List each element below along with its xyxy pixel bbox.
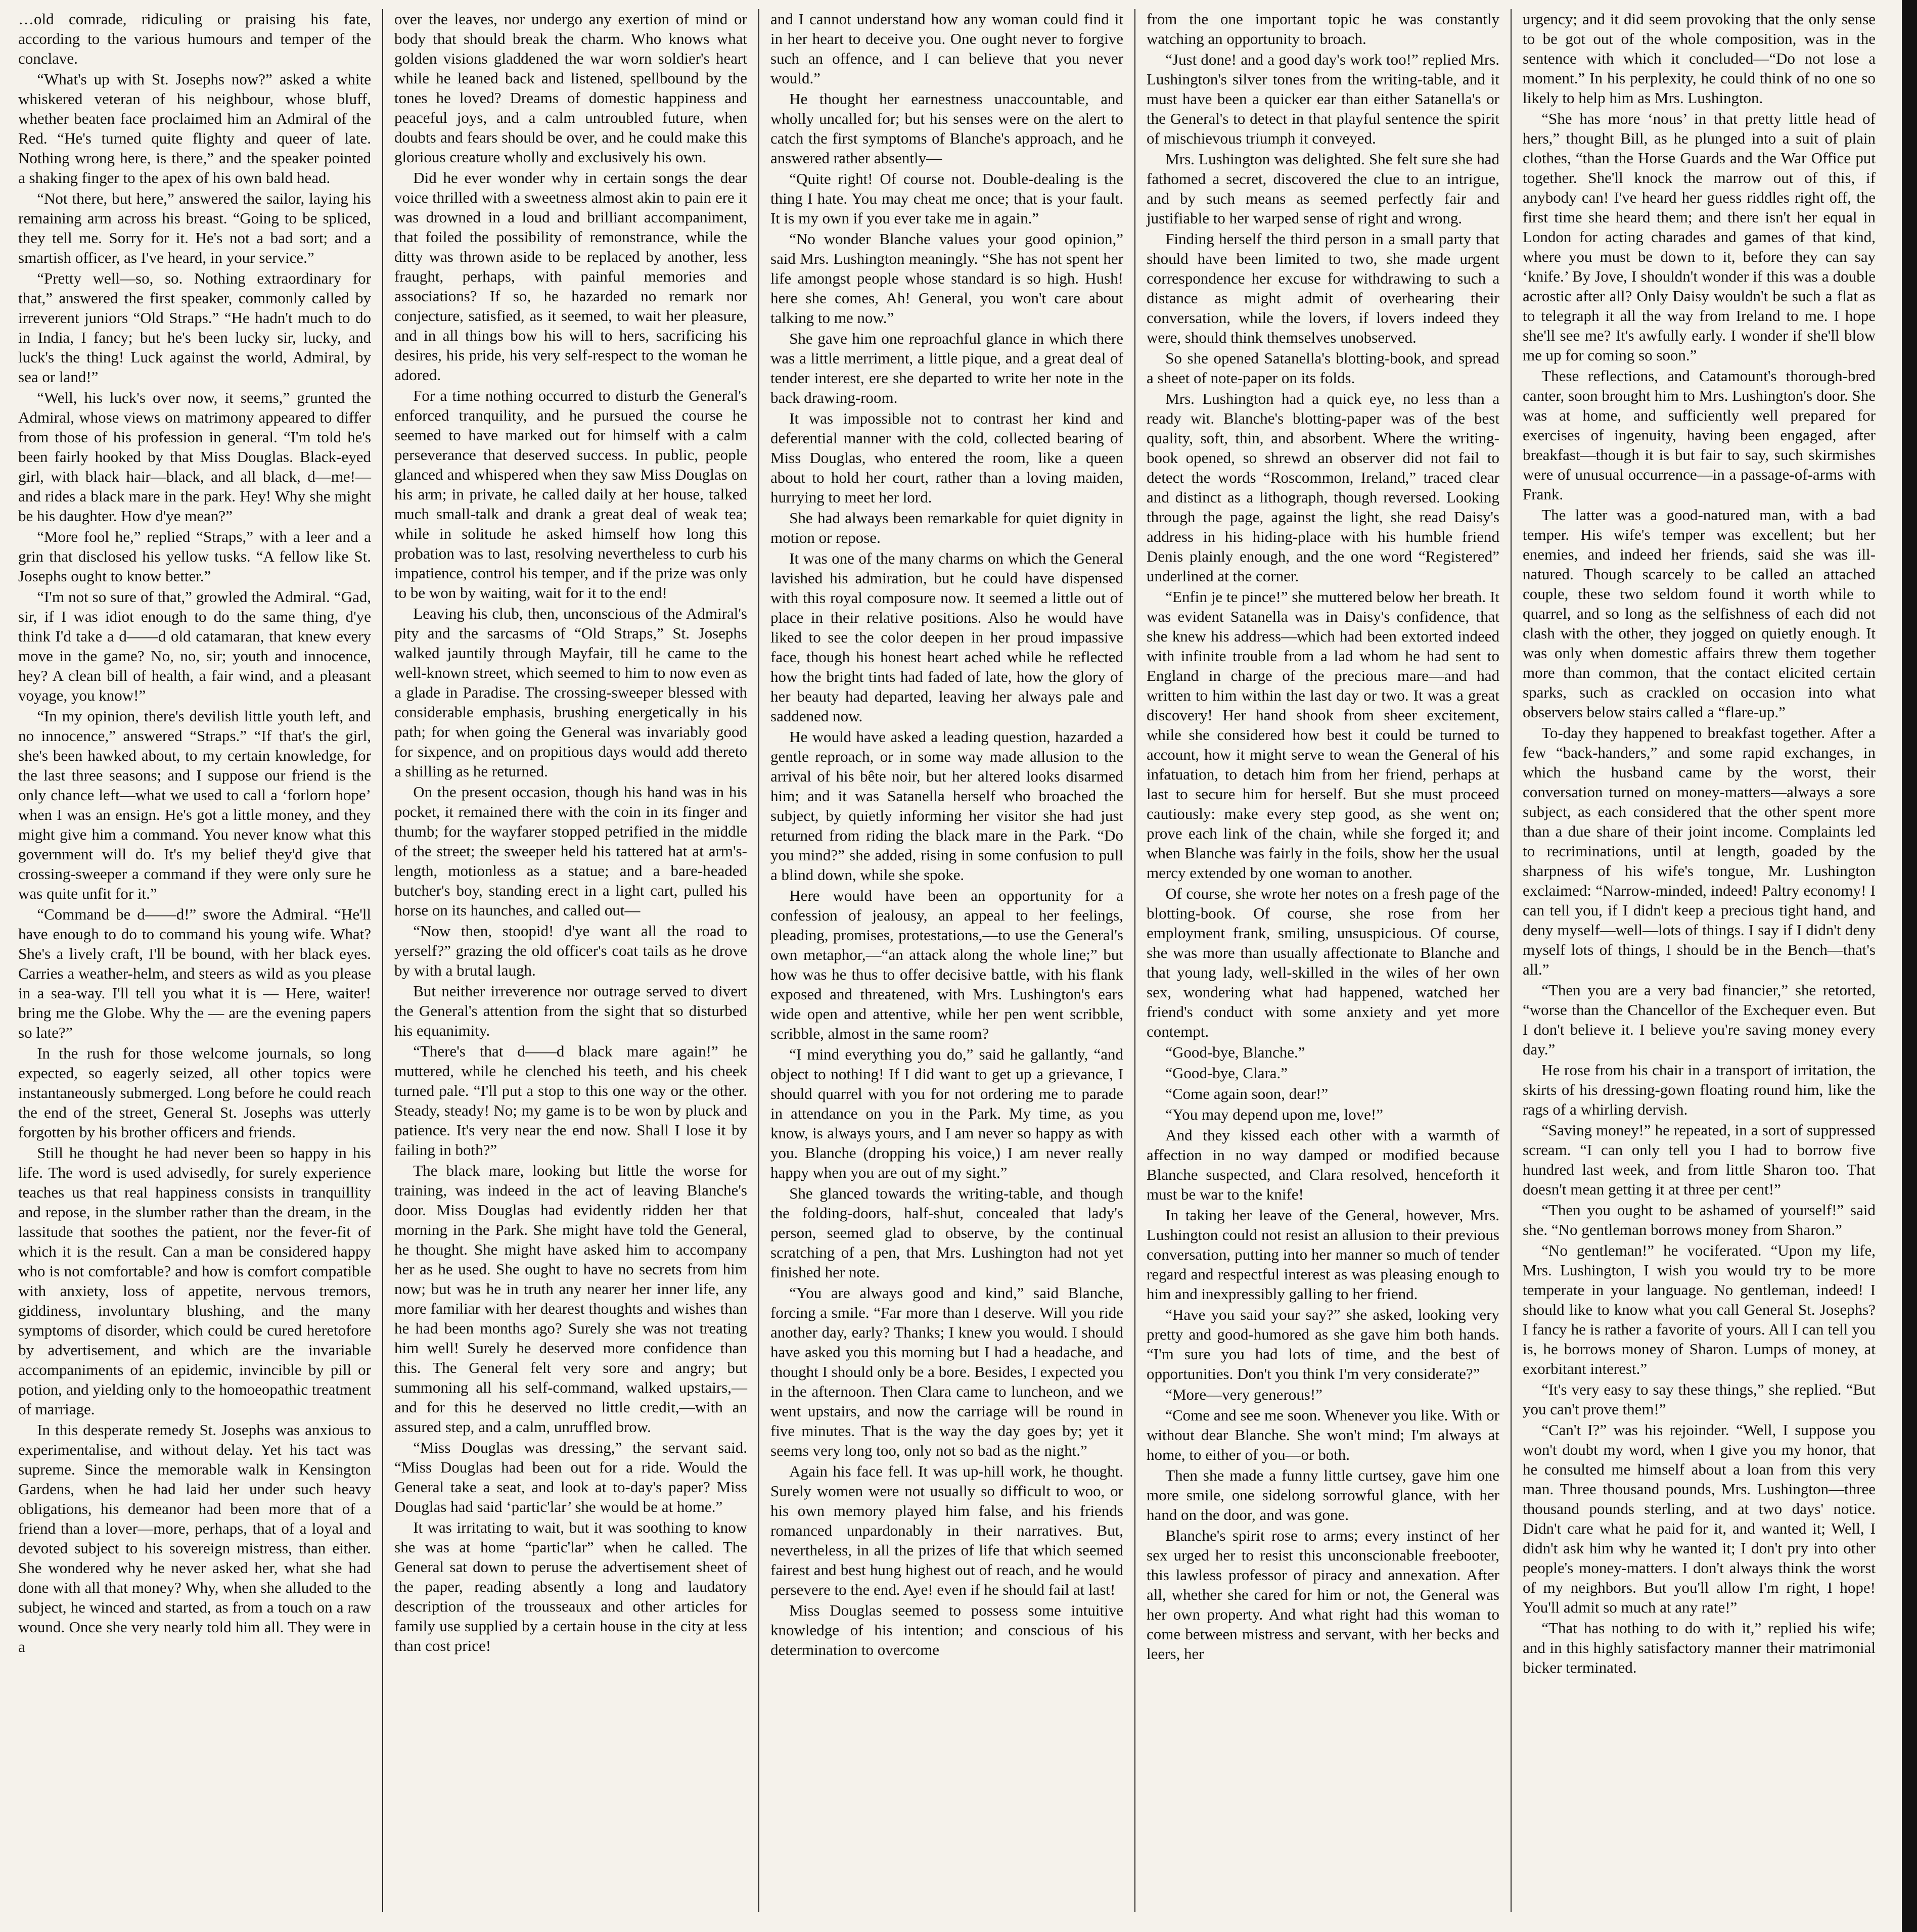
paragraph: Still he thought he had never been so happy in his life. The word is used advisedly, for surely experience teaches us that real happiness consists in tranquillity and repose, in the slumber rather than the dream, in the lassitude that soothes the patient, nor the fever-fit of which it is the result. Can a man be considered happy who is not comfortable? and how is comfort compatible with anxiety, loss of appetite, nervous tremors, giddiness, involuntary blushing, and the many symptoms of disorder, which could be cured heretofore by advertisement, and which are the invariable accompaniments of an epidemic, invincible by pill or potion, and yielding only to the homoeopathic treatment of marriage.: [18, 1144, 371, 1418]
paragraph: “Then you are a very bad financier,” she retorted, “worse than the Chancellor of the Exchequer even. But I don't believe it. I believe you're saving money every day.”: [1523, 981, 1876, 1058]
column-3: [759, 9, 1135, 1912]
paragraph: “No gentleman!” he vociferated. “Upon my life, Mrs. Lushington, I wish you would try to be more temperate in your language. No gentleman, indeed! I should like to know what you call General St. Josephs? I fancy he is rather a favorite of yours. All I can tell you is, he borrows money of Sharon. Lumps of money, at exorbitant interest.”: [1523, 1241, 1876, 1377]
paragraph: Mrs. Lushington had a quick eye, no less than a ready wit. Blanche's blotting-paper was of the best quality, soft, thin, and absorbent. Where the writing-book opened, so shrewd an observer did not fail to detect the words “Roscommon, Ireland,” traced clear and distinct as a lithograph, though reversed. Looking through the page, against the light, she read Daisy's address in his hiding-place with his humble friend Denis plainly enough, and the one word “Registered” underlined at the corner.: [1147, 390, 1499, 585]
paragraph: “In my opinion, there's devilish little youth left, and no innocence,” answered “Straps.” “If that's the girl, she's been hawked about, to my certain knowledge, for the last three seasons; and I suppose our friend is the only chance left—what we used to call a ‘forlorn hope’ when I was an ensign. He's got a little money, and they might give him a command. You never know what this government will do. It's my belief they'd give that crossing-sweeper a command if they were only sure he was quite unfit for it.”: [18, 707, 371, 902]
paragraph: The latter was a good-natured man, with a bad temper. His wife's temper was excellent; but her enemies, and indeed her friends, said she was ill-natured. Though scarcely to be called an attached couple, these two seldom found it worth while to quarrel, and so long as the selfishness of each did not clash with the other, they jogged on quietly enough. It was only when domestic affairs threw them together more than common, that the contact elicited certain sparks, such as crackled on occasion into what observers below stairs called a “flare-up.”: [1523, 506, 1876, 721]
paragraph: “You may depend upon me, love!”: [1165, 1106, 1383, 1123]
paragraph: She glanced towards the writing-table, and though the folding-doors, half-shut, concealed that lady's person, seemed glad to observe, by the continual scratching of a pen, that Mrs. Lushington had not yet finished her note.: [770, 1184, 1123, 1281]
paragraph: She gave him one reproachful glance in which there was a little merriment, a little pique, and a great deal of tender interest, ere she departed to write her note in the back drawing-room.: [770, 330, 1123, 406]
paragraph: “Can't I?” was his rejoinder. “Well, I suppose you won't doubt my word, when I give you my honor, that he consulted me himself about a loan from this very man. Three thousand pounds, Mrs. Lushington—three thousand pounds sterling, and at two days' notice. Didn't care what he paid for it, and wanted it; Well, I didn't ask him why he wanted it; I don't pry into other people's money-matters. I don't always think the worst of my neighbors. But you'll allow I'm right, I hope! You'll admit so much at any rate!”: [1523, 1421, 1876, 1616]
paragraph: Leaving his club, then, unconscious of the Admiral's pity and the sarcasms of “Old Straps,” St. Josephs walked jauntily through Mayfair, till he came to the well-known street, which seemed to him to now even as a glade in Paradise. The crossing-sweeper blessed with considerable emphasis, brushing energetically in his path; for when going the General was invariably good for sixpence, and on propitious days would add thereto a shilling as he returned.: [394, 605, 747, 780]
paragraph: These reflections, and Catamount's thorough-bred canter, soon brought him to Mrs. Lushington's door. She was at home, and sufficiently well prepared for exercises of ingenuity, having been engaged, after breakfast—though it is but fair to say, such skirmishes were of unusual occurrence—in a passage-of-arms with Frank.: [1523, 367, 1876, 503]
paragraph: She had always been remarkable for quiet dignity in motion or repose.: [770, 509, 1123, 546]
paragraph: Blanche's spirit rose to arms; every instinct of her sex urged her to resist this unconscionable freebooter, this lawless professor of piracy and annexation. After all, whether she cared for him or not, the General was her own property. And what right had this woman to come between mistress and servant, with her becks and leers, her: [1147, 1527, 1499, 1663]
paragraph: It was impossible not to contrast her kind and deferential manner with the cold, collected bearing of Miss Douglas, who entered the room, like a queen about to hold her court, rather than a loving maiden, hurrying to meet her lord.: [770, 409, 1123, 506]
paragraph: But neither irreverence nor outrage served to divert the General's attention from the sight that so disturbed his equanimity.: [394, 982, 747, 1039]
column-5: [1512, 9, 1887, 1912]
paragraph: To-day they happened to breakfast together. After a few “back-handers,” and some rapid exchanges, in which the husband came by the worst, their conversation turned on money-matters—always a sore subject, as each considered that the other spent more than a due share of their joint income. Complaints led to recriminations, until at length, goaded by the sharpness of his wife's tongue, Mr. Lushington exclaimed: “Narrow-minded, indeed! Paltry economy! I can tell you, if I didn't keep a precious tight hand, and deny myself—well—lots of things. I say if I didn't deny myself lots of things, I should be in the Bench—that's all.”: [1523, 724, 1876, 978]
paragraph: He would have asked a leading question, hazarded a gentle reproach, or in some way made allusion to the arrival of his bête noir, but her altered looks disarmed him; and it was Satanella herself who broached the subject, by quietly informing her visitor she had just returned from riding the black mare in the Park. “Do you mind?” she added, rising in some confusion to pull a blind down, while she spoke.: [770, 728, 1123, 884]
paragraph: And they kissed each other with a warmth of affection in no way damped or modified because Blanche suspected, and Clara resolved, henceforth it must be war to the knife!: [1147, 1126, 1499, 1203]
paragraph: “Saving money!” he repeated, in a sort of suppressed scream. “I can only tell you I had to borrow five hundred last week, and from little Sharon too. That doesn't mean getting it at three per cent!”: [1523, 1121, 1876, 1198]
paragraph: “Miss Douglas was dressing,” the servant said. “Miss Douglas had been out for a ride. Would the General take a seat, and look at to-day's paper? Miss Douglas had said ‘partic'lar’ she would be at home.”: [394, 1439, 747, 1515]
column-2: [383, 9, 759, 1912]
paragraph: “There's that d——d black mare again!” he muttered, while he clenched his teeth, and his cheek turned pale. “I'll put a stop to this one way or the other. Steady, steady! No; my game is to be won by pluck and patience. It's very near the end now. Shall I lose it by failing in both?”: [394, 1042, 747, 1159]
paragraph: “More fool he,” replied “Straps,” with a leer and a grin that disclosed his yellow tusks. “A fellow like St. Josephs ought to know better.”: [18, 528, 371, 585]
paragraph: “Not there, but here,” answered the sailor, laying his remaining arm across his breast. “Going to be spliced, they tell me. Sorry for it. He's not a bad sort; and a smartish officer, as I've heard, in your service.”: [18, 190, 371, 266]
paragraph: “No wonder Blanche values your good opinion,” said Mrs. Lushington meaningly. “She has not spent her life amongst people whose standard is so high. Hush! here she comes, Ah! General, you won't care about talking to me now.”: [770, 230, 1123, 327]
paragraph: He thought her earnestness unaccountable, and wholly uncalled for; but his senses were on the alert to catch the first symptoms of Blanche's approach, and he answered rather absently—: [770, 90, 1123, 167]
paragraph: “She has more ‘nous’ in that pretty little head of hers,” thought Bill, as he plunged into a suit of plain clothes, “than the Horse Guards and the War Office put together. She'll knock the marrow out of this, if anybody can! I've heard her guess riddles right off, the first time she heard them; and there isn't her equal in London for acting charades and games of that kind, where you must be down to it, before they can say ‘knife.’ By Jove, I shouldn't wonder if this was a double acrostic after all? Only Daisy wouldn't be such a flat as to telegraph it all the way from Ireland to me. I hope she'll see me? It's awfully early. I wonder if she'll blow me up for coming so soon.”: [1523, 110, 1876, 364]
paragraph: On the present occasion, though his hand was in his pocket, it remained there with the coin in its finger and thumb; for the wayfarer stopped petrified in the middle of the street; the sweeper held his tattered hat at arm's-length, motionless as a statue; and a bare-headed butcher's boy, standing erect in a light cart, pulled his horse on its haunches, and called out—: [394, 783, 747, 919]
paragraph: In this desperate remedy St. Josephs was anxious to experimentalise, and without delay. Yet his tact was supreme. Since the memorable walk in Kensington Gardens, when he had laid her under such heavy obligations, his demeanor had been more that of a friend than a lover—more, perhaps, that of a loyal and devoted subject to his sovereign mistress, than either. She wondered why he never asked her, what she had done with all that money? Why, when she alluded to the subject, he winced and started, as from a touch on a raw wound. Once she very nearly told him all. They were in a: [18, 1421, 371, 1655]
paragraph: “Good-bye, Clara.”: [1165, 1064, 1288, 1082]
column-4: [1135, 9, 1512, 1912]
paragraph: and I cannot understand how any woman could find it in her heart to deceive you. One ought never to forgive such an offence, and I can believe that you never would.”: [770, 10, 1123, 87]
paragraph: It was one of the many charms on which the General lavished his admiration, but he could have dispensed with this royal composure now. It seemed a little out of place in their relative positions. Also he would have liked to see the color deepen in her proud impassive face, though his honest heart ached while he reflected how the bright tints had faded of late, how the glory of her beauty had departed, leaving her always pale and saddened now.: [770, 549, 1123, 725]
paragraph: “Well, his luck's over now, it seems,” grunted the Admiral, whose views on matrimony appeared to differ from those of his profession in general. “I'm told he's been fairly hooked by that Miss Douglas. Black-eyed girl, with black hair—black, and all black, d—me!—and rides a black mare in the park. Hey! Why she might be his daughter. How d'ye mean?”: [18, 389, 371, 525]
paragraph: “Command be d——d!” swore the Admiral. “He'll have enough to do to command his young wife. What? She's a lively craft, I'll be bound, with her black eyes. Carries a weather-helm, and steers as wild as you please in a sea-way. I'll tell you what it is — Here, waiter! bring me the Globe. Why the — are the evening papers so late?”: [18, 905, 371, 1041]
paragraph: Mrs. Lushington was delighted. She felt sure she had fathomed a secret, discovered the clue to an intrigue, and by such means as seemed perfectly fair and justifiable to her warped sense of right and wrong.: [1147, 150, 1499, 227]
paragraph: In the rush for those welcome journals, so long expected, so eagerly seized, all other topics were instantaneously submerged. Long before he could reach the end of the street, General St. Josephs was utterly forgotten by his brother officers and friends.: [18, 1044, 371, 1141]
paragraph: For a time nothing occurred to disturb the General's enforced tranquility, and he pursued the course he seemed to have marked out for himself with a calm perseverance that deserved success. In public, people glanced and whispered when they saw Miss Douglas on his arm; in private, he called daily at her house, talked much small-talk and drank a great deal of weak tea; while in solitude he asked himself how long this probation was to last, resolving nevertheless to curb his impatience, control his temper, and if the prize was only to be won by waiting, wait for it to the end!: [394, 387, 747, 602]
paragraph: Did he ever wonder why in certain songs the dear voice thrilled with a sweetness almost akin to pain ere it was drowned in a loud and brilliant accompaniment, that foiled the possibility of remonstrance, while the ditty was thrown aside to be replaced by another, less fraught, perhaps, with painful memories and associations? If so, he hazarded no remark nor conjecture, satisfied, as it seemed, to wait her pleasure, and in all things bow his will to hers, sacrificing his desires, his pride, his very self-respect to the woman he adored.: [394, 169, 747, 384]
paragraph: …old comrade, ridiculing or praising his fate, according to the various humours and temper of the conclave.: [18, 10, 371, 67]
paragraph: “What's up with St. Josephs now?” asked a white whiskered veteran of his neighbour, whose bluff, whether beaten face proclaimed him an Admiral of the Red. “He's turned quite flighty and queer of late. Nothing wrong here, is there,” and the speaker pointed a shaking finger to the apex of his own bald head.: [18, 70, 371, 187]
paragraph: Miss Douglas seemed to possess some intuitive knowledge of his intention; and conscious of his determination to overcome: [770, 1601, 1123, 1659]
column-container: [7, 9, 1887, 1912]
paragraph: Then she made a funny little curtsey, gave him one more smile, one sidelong sorrowful glance, with her hand on the door, and was gone.: [1147, 1466, 1499, 1524]
paragraph: Finding herself the third person in a small party that should have been limited to two, she made urgent correspondence her excuse for withdrawing to such a distance as might admit of overhearing their conversation, while the lovers, if lovers indeed they were, should think themselves unobserved.: [1147, 230, 1499, 346]
paragraph: “I mind everything you do,” said he gallantly, “and object to nothing! If I did want to get up a grievance, I should quarrel with you for not ordering me to parade in attendance on you in the Park. My time, as you know, is always yours, and I am never so happy as with you. Blanche (dropping his voice,) I am never really happy when you are out of my sight.”: [770, 1045, 1123, 1181]
paragraph: “Just done! and a good day's work too!” replied Mrs. Lushington's silver tones from the writing-table, and it must have been a quicker ear than either Satanella's or the General's to detect in that playful sentence the spirit of mischievous triumph it conveyed.: [1147, 51, 1499, 147]
paragraph: In taking her leave of the General, however, Mrs. Lushington could not resist an allusion to their previous conversation, putting into her manner so much of tender regard and respectful interest as was pleasing enough to him and inexpressibly galling to her friend.: [1147, 1206, 1499, 1303]
paragraph: The black mare, looking but little the worse for training, was indeed in the act of leaving Blanche's door. Miss Douglas had evidently ridden her that morning in the Park. She might have told the General, he thought. She might have asked him to accompany her as he used. She ought to have no secrets from him now; but was he in truth any nearer her inner life, any more familiar with her dearest thoughts and wishes than he had been months ago? Surely she was not treating him well! Surely he deserved more confidence than this. The General felt very sore and angry; but summoning all his self-command, walked upstairs,—and for this he deserved no little credit,—with an assured step, and a calm, unruffled brow.: [394, 1162, 747, 1436]
paragraph: “Good-bye, Blanche.”: [1165, 1043, 1305, 1061]
paragraph: It was irritating to wait, but it was soothing to know she was at home “partic'lar” when he called. The General sat down to peruse the advertisement sheet of the paper, reading absently a long and laudatory description of the trousseaux and other articles for family use supplied by a certain house in the city at less than cost price!: [394, 1519, 747, 1654]
paragraph: “Now then, stoopid! d'ye want all the road to yerself?” grazing the old officer's coat tails as he drove by with a brutal laugh.: [394, 922, 747, 979]
paragraph: over the leaves, nor undergo any exertion of mind or body that should break the charm. Who knows what golden visions gladdened the war worn soldier's heart while he leaned back and listened, spellbound by the tones he loved? Dreams of domestic happiness and peaceful joys, and a calm untroubled future, when doubts and fears should be over, and he could make this glorious creature wholly and exclusively his own.: [394, 10, 747, 166]
paragraph: He rose from his chair in a transport of irritation, the skirts of his dressing-gown floating round him, like the rags of a whirling dervish.: [1523, 1061, 1876, 1118]
paragraph: “I'm not so sure of that,” growled the Admiral. “Gad, sir, if I was idiot enough to do the same thing, d'ye think I'd take a d——d old catamaran, that knew every move in the game? No, no, sir; youth and innocence, hey? A clean bill of health, a fair wind, and a pleasant voyage, you know!”: [18, 588, 371, 704]
paragraph: “Then you ought to be ashamed of yourself!” said she. “No gentleman borrows money from Sharon.”: [1523, 1201, 1876, 1238]
paragraph: from the one important topic he was constantly watching an opportunity to broach.: [1147, 10, 1499, 48]
paragraph: “It's very easy to say these things,” she replied. “But you can't prove them!”: [1523, 1381, 1876, 1418]
paragraph: So she opened Satanella's blotting-book, and spread a sheet of note-paper on its folds.: [1147, 349, 1499, 387]
paragraph: “That has nothing to do with it,” replied his wife; and in this highly satisfactory manner their matrimonial bicker terminated.: [1523, 1619, 1876, 1676]
paragraph: “Come again soon, dear!”: [1165, 1085, 1329, 1102]
paragraph: “You are always good and kind,” said Blanche, forcing a smile. “Far more than I deserve. Will you ride another day, early? Thanks; I knew you would. I should have asked you this morning but I had a headache, and thought I should only be a bore. Besides, I expected you in the afternoon. Then Clara came to luncheon, and we went upstairs, and now the carriage will be round in five minutes. That is the way the day goes by; yet it seems very long too, only not so bad as the night.”: [770, 1284, 1123, 1459]
paragraph: “More—very generous!”: [1165, 1386, 1322, 1403]
paragraph: “Have you said your say?” she asked, looking very pretty and good-humored as she gave him both hands. “I'm sure you had lots of time, and the best of opportunities. Don't you think I'm very considerate?”: [1147, 1306, 1499, 1383]
paragraph: urgency; and it did seem provoking that the only sense to be got out of the whole composition, was in the sentence with which it concluded—“Do not lose a moment.” In his perplexity, he could think of no one so likely to help him as Mrs. Lushington.: [1523, 10, 1876, 107]
page-edge-shadow: [1902, 0, 1917, 1932]
paragraph: Again his face fell. It was up-hill work, he thought. Surely women were not usually so difficult to woo, or his own memory played him false, and his friends romanced unpardonably in their narratives. But, nevertheless, in all the prizes of life that which seemed fairest and best hung highest out of reach, and he would persevere to the end. Aye! even if he should fail at last!: [770, 1462, 1123, 1598]
column-1: [7, 9, 383, 1912]
paragraph: “Enfin je te pince!” she muttered below her breath. It was evident Satanella was in Daisy's confidence, that she knew his address—which had been extorted indeed with infinite trouble from a lad whom he had sent to England in charge of the precious mare—and had written to him within the last day or two. It was a great discovery! Her hand shook from sheer excitement, while she considered how best it could be turned to account, how it might serve to wean the General of his infatuation, to detach him from her friend, perhaps at last to secure him for herself. But she must proceed cautiously: make every step good, as she went on; prove each link of the chain, while she forged it; and when Blanche was fairly in the foils, show her the usual mercy extended by one woman to another.: [1147, 588, 1499, 882]
paragraph: Here would have been an opportunity for a confession of jealousy, an appeal to her feelings, pleading, promises, protestations,—to use the General's own metaphor,—“an attack along the whole line;” but how was he thus to offer decisive battle, with his flank exposed and threatened, with Mrs. Lushington's ears wide open and attentive, while her pen went scribble, scribble, almost in the same room?: [770, 887, 1123, 1042]
paragraph: “Quite right! Of course not. Double-dealing is the thing I hate. You may cheat me once; that is your fault. It is my own if you ever take me in again.”: [770, 170, 1123, 227]
paragraph: Of course, she wrote her notes on a fresh page of the blotting-book. Of course, she rose from her employment frank, smiling, unsuspicious. Of course, she was more than usually affectionate to Blanche and that young lady, well-skilled in the wiles of her own sex, wondering what had happened, watched her friend's conduct with some anxiety and yet more contempt.: [1147, 885, 1499, 1040]
paragraph: “Come and see me soon. Whenever you like. With or without dear Blanche. She won't mind; I'm always at home, to either of you—or both.: [1147, 1406, 1499, 1463]
paragraph: “Pretty well—so, so. Nothing extraordinary for that,” answered the first speaker, commonly called by irreverent juniors “Old Straps.” “He hadn't much to do in India, I fancy; but he's been lucky sir, lucky, and luck's the thing! Luck against the world, Admiral, by sea or land!”: [18, 269, 371, 386]
